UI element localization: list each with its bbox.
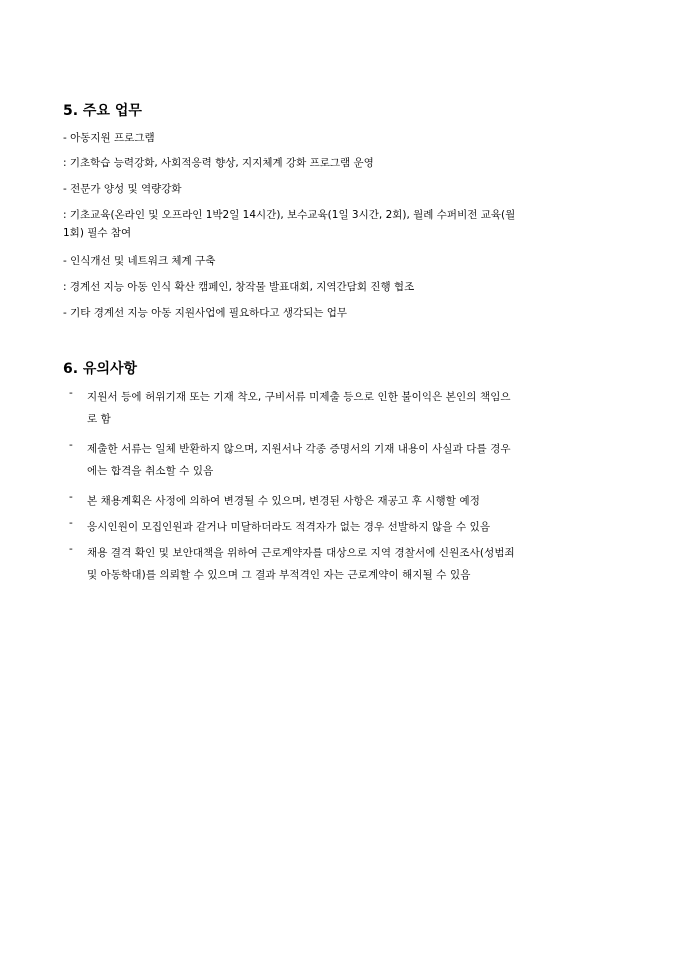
section-title: 5. 주요 업무 [63, 103, 142, 119]
section-title: 6. 유의사항 [63, 361, 138, 377]
notice-item [69, 438, 649, 482]
duty-line: 1회) 필수 참여 [63, 227, 132, 239]
duty-line: - 인식개선 및 네트워크 체계 구축 [63, 255, 216, 267]
notice-line: 에는 합격을 취소할 수 있음 [87, 465, 214, 477]
notice-line: 응시인원이 모집인원과 같거나 미달하더라도 적격자가 없는 경우 선발하지 않을 수 있음 [87, 521, 491, 533]
dash-marker: - [69, 543, 73, 555]
notice-item [69, 386, 649, 430]
notice-line: 로 함 [87, 413, 111, 425]
notice-line: 채용 결격 확인 및 보안대책을 위하여 근로계약자를 대상으로 지역 경찰서에 신원조사(성범죄 [87, 547, 515, 559]
notice-line: 및 아동학대)를 의뢰할 수 있으며 그 결과 부적격인 자는 근로계약이 해지될 수 있음 [87, 569, 471, 581]
dash-marker: - [69, 517, 73, 529]
duty-line: : 기초학습 능력강화, 사회적응력 향상, 지지체계 강화 프로그램 운영 [63, 157, 374, 169]
dash-marker: - [69, 387, 73, 399]
notice-item [69, 542, 649, 586]
notice-line: 지원서 등에 허위기재 또는 기재 착오, 구비서류 미제출 등으로 인한 불이익은 본인의 책임으 [87, 391, 511, 403]
duty-line: - 아동지원 프로그램 [63, 132, 155, 144]
notice-line: 제출한 서류는 일체 반환하지 않으며, 지원서나 각종 증명서의 기재 내용이 사실과 다를 경우 [87, 443, 511, 455]
notice-line: 본 채용계획은 사정에 의하여 변경될 수 있으며, 변경된 사항은 재공고 후 시행할 예정 [87, 495, 480, 507]
duty-line: - 기타 경계선 지능 아동 지원사업에 필요하다고 생각되는 업무 [63, 307, 348, 319]
dash-marker: - [69, 439, 73, 451]
dash-marker: - [69, 491, 73, 503]
duty-line: : 경계선 지능 아동 인식 확산 캠페인, 창작물 발표대회, 지역간담회 진행 협조 [63, 281, 415, 293]
notice-item [69, 516, 649, 538]
notice-item [69, 490, 649, 512]
duty-line: - 전문가 양성 및 역량강화 [63, 183, 182, 195]
duty-line: : 기초교육(온라인 및 오프라인 1박2일 14시간), 보수교육(1일 3시간, 2회), 월례 수퍼비전 교육(월 [63, 209, 516, 221]
